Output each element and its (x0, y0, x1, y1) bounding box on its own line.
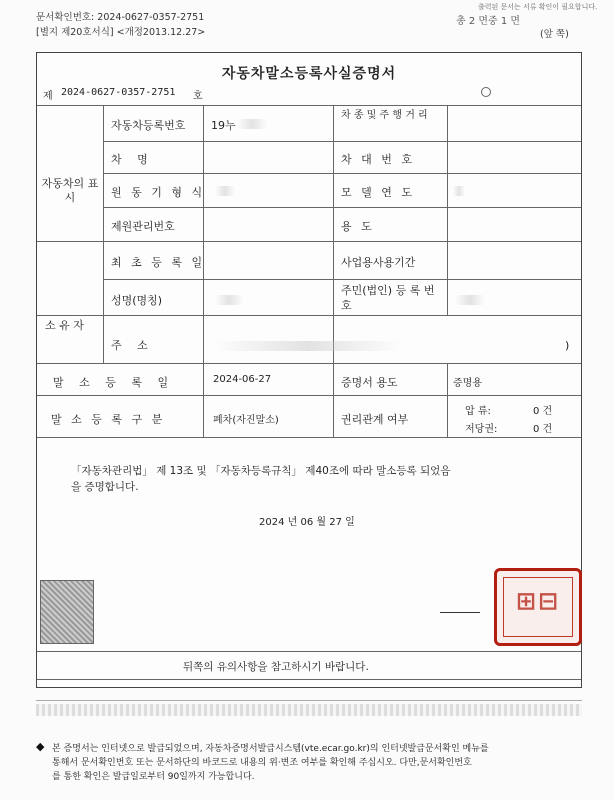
value-mortgage: 0 건 (533, 424, 553, 435)
bottom-note-3: 를 통한 확인은 발급일로부터 90일까지 가능합니다. (52, 772, 255, 782)
certificate-title: 자동차말소등록사실증명서 (221, 66, 397, 82)
page-side: (앞 쪽) (540, 29, 569, 40)
cert-number: 2024-0627-0357-2751 (61, 87, 176, 98)
issue-date: 2024 년 06 월 27 일 (259, 517, 355, 528)
value-deregister-date: 2024-06-27 (213, 374, 272, 385)
label-resident-no: 주민(법인) 등 록 번 호 (341, 284, 435, 312)
label-engine: 원 동 기 형 식 (111, 186, 206, 199)
value-address-close: ) (565, 339, 570, 352)
print-notice: 출력된 문서는 서류 확인이 필요합니다. (478, 3, 598, 11)
circle-mark-icon (481, 87, 491, 97)
official-seal-icon (494, 568, 582, 646)
label-vin: 차 대 번 호 (341, 153, 415, 166)
label-usage: 용 도 (341, 220, 375, 233)
label-rights: 권리관계 여부 (341, 413, 409, 426)
page-count: 총 2 면중 1 면 (456, 16, 521, 27)
label-first-reg: 최 초 등 록 일 (111, 256, 206, 269)
vehicle-section-label: 자동차의 표 시 (41, 177, 99, 204)
value-cert-usage: 증명용 (453, 378, 482, 389)
cert-no-suffix: 호 (193, 91, 203, 102)
label-address: 주 소 (111, 339, 154, 352)
cert-no-label: 제 (43, 91, 53, 102)
value-deregister-type: 폐차(자진말소) (213, 415, 279, 426)
bottom-note-1: 본 증명서는 인터넷으로 발급되었으며, 자동차증명서발급시스템(vte.ecar.go.kr)의 인터넷발급문서확인 메뉴를 (52, 744, 489, 754)
body-line-1: 「자동차관리법」 제 13조 및 「자동차등록규칙」 제40조에 따라 말소등록 되었음 (71, 465, 451, 477)
bullet-icon: ◆ (36, 740, 45, 753)
label-cert-usage: 증명서 용도 (341, 376, 398, 389)
barcode-stamp-icon (40, 580, 94, 644)
barcode-strip (36, 704, 582, 716)
seal-pattern: ⊞⊟ (515, 587, 561, 615)
label-business-period: 사업용사용기간 (341, 256, 416, 269)
value-seizure: 0 건 (533, 406, 553, 417)
label-seizure: 압 류: (465, 406, 491, 417)
form-reference: [별지 제20호서식] <개정2013.12.27> (36, 27, 206, 38)
label-reg-no: 자동차등록번호 (111, 119, 186, 132)
body-line-2: 을 증명합니다. (71, 481, 139, 493)
label-deregister-date: 말 소 등 록 일 (53, 376, 175, 389)
bottom-note-2: 통해서 문서확인번호 또는 문서하단의 바코드로 내용의 위·변조 여부를 확인해 주십시오. 다만,문서확인번호 (52, 758, 472, 768)
label-deregister-type: 말 소 등 록 구 분 (51, 413, 166, 426)
label-car-type-mileage: 차 종 및 주 행 거 리 (341, 110, 428, 121)
signature-stroke-icon (440, 612, 480, 613)
label-car-name: 차 명 (111, 153, 154, 166)
owner-section-label: 소 유 자 (45, 319, 84, 332)
footer-note: 뒤쪽의 유의사항을 참고하시기 바랍니다. (183, 661, 369, 673)
label-spec-no: 제원관리번호 (111, 220, 175, 233)
label-name: 성명(명칭) (111, 294, 163, 307)
doc-number: 문서확인번호: 2024-0627-0357-2751 (36, 12, 205, 23)
label-model-year: 모 델 연 도 (341, 186, 415, 199)
label-mortgage: 저당권: (465, 424, 498, 435)
value-reg-no: 19누 (211, 119, 236, 132)
